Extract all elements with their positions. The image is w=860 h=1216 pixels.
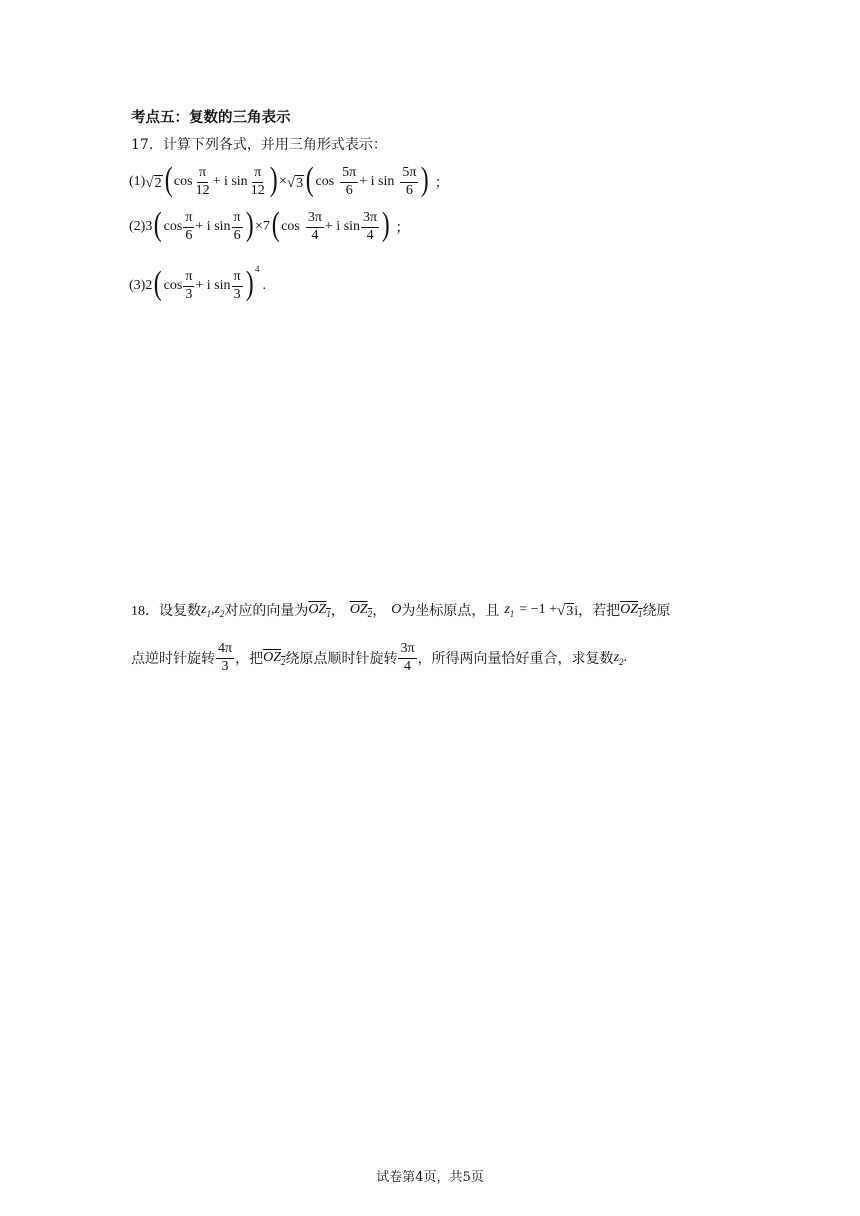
- q17-stem: 17．计算下列各式，并用三角形式表示：: [131, 137, 387, 153]
- right-paren: ): [269, 161, 278, 198]
- plus-isin: + i sin: [195, 278, 231, 293]
- q18-text: 绕原: [642, 604, 671, 619]
- left-paren: (: [305, 161, 314, 198]
- plus-isin: + i sin: [324, 219, 361, 234]
- page-footer: 试卷第4页，共5页: [376, 1170, 484, 1185]
- period: .: [623, 650, 628, 665]
- times: ×: [279, 174, 287, 189]
- q18-text: 绕原点顺时针旋转: [285, 652, 398, 667]
- period: .: [262, 278, 266, 293]
- cos: cos: [315, 174, 335, 189]
- z1: $z_1$: [201, 601, 211, 619]
- sqrt: √ 3: [556, 602, 574, 619]
- right-paren: ): [245, 206, 254, 243]
- left-paren: (: [154, 265, 162, 302]
- z2: $z_2$: [214, 601, 225, 619]
- right-paren: ): [245, 265, 254, 302]
- fraction: $\frac{\pi}{12}$: [195, 164, 210, 198]
- equals: = −1 +: [519, 602, 557, 617]
- vector-oz1: $OZ_1$: [620, 601, 643, 619]
- fraction: $\frac{\pi}{12}$: [250, 164, 265, 198]
- z1: $z_1$: [504, 601, 515, 619]
- fraction: $\frac{\pi}{3}$: [233, 268, 241, 302]
- q18-text: ，所得两向量恰好重合，求复数: [417, 652, 614, 667]
- q17-part2: [129, 207, 409, 247]
- q18-text: 18．设复数: [131, 604, 201, 619]
- cos: cos: [173, 174, 193, 189]
- q18-line2: [131, 638, 627, 678]
- right-paren: ): [381, 206, 390, 243]
- coefficient: 2: [145, 278, 153, 293]
- coefficient: 3: [145, 219, 153, 234]
- fraction: $\frac{\pi}{6}$: [233, 209, 241, 243]
- fraction: $\frac{\pi}{6}$: [185, 209, 193, 243]
- q18-text: 点逆时针旋转: [131, 652, 215, 667]
- vector-oz1: $OZ_1$: [308, 601, 331, 619]
- vector-oz2: $OZ_2$: [349, 601, 373, 619]
- fraction: $\frac{3\pi}{4}$: [307, 209, 322, 243]
- times-seven: ×7: [254, 219, 270, 234]
- q18-text: ，把: [235, 652, 264, 667]
- part-label: (2): [129, 219, 146, 234]
- q18-line1: 18．设复数 $z_1$ , $z_2$ 对应的向量为 $OZ_1$ ， $OZ_2$ ， O 为坐标原点，且 $z_1$ = −1 + √ 3 i，若把 $OZ_1$ 绕原: [131, 601, 671, 619]
- left-paren: (: [271, 206, 280, 243]
- section-title: 考点五：复数的三角表示: [131, 109, 291, 126]
- z2: $z_2$: [613, 649, 624, 667]
- vector-oz2: $OZ_2$: [263, 649, 286, 667]
- semicolon: ；: [434, 176, 449, 191]
- part-label: (1): [129, 174, 146, 189]
- sqrt: √ 2: [145, 174, 162, 191]
- fraction: $\frac{\pi}{3}$: [185, 268, 193, 302]
- part-label: (3): [129, 278, 146, 293]
- left-paren: (: [154, 206, 162, 243]
- fraction: $\frac{4\pi}{3}$: [218, 640, 233, 674]
- cos: cos: [281, 219, 300, 234]
- exponent: 4: [254, 264, 260, 274]
- fraction: $\frac{5\pi}{6}$: [342, 164, 357, 198]
- plus-isin: + i sin: [212, 174, 248, 189]
- cos: cos: [163, 278, 183, 293]
- fraction: $\frac{5\pi}{6}$: [402, 164, 417, 198]
- fraction: $\frac{3\pi}{4}$: [400, 640, 415, 674]
- fraction: $\frac{3\pi}{4}$: [363, 209, 378, 243]
- right-paren: ): [421, 161, 430, 198]
- q17-part3: [129, 262, 266, 310]
- q18-text: 为坐标原点，且: [401, 604, 500, 619]
- left-paren: (: [164, 161, 173, 198]
- semicolon: ；: [395, 221, 410, 236]
- origin-o: O: [391, 602, 402, 617]
- sqrt: √ 3: [286, 174, 304, 191]
- cos: cos: [163, 219, 183, 234]
- q18-text: i，若把: [574, 604, 621, 619]
- q17-part1: [129, 162, 449, 202]
- plus-isin: + i sin: [359, 174, 395, 189]
- q18-text: 对应的向量为: [224, 604, 309, 619]
- plus-isin: + i sin: [195, 219, 231, 234]
